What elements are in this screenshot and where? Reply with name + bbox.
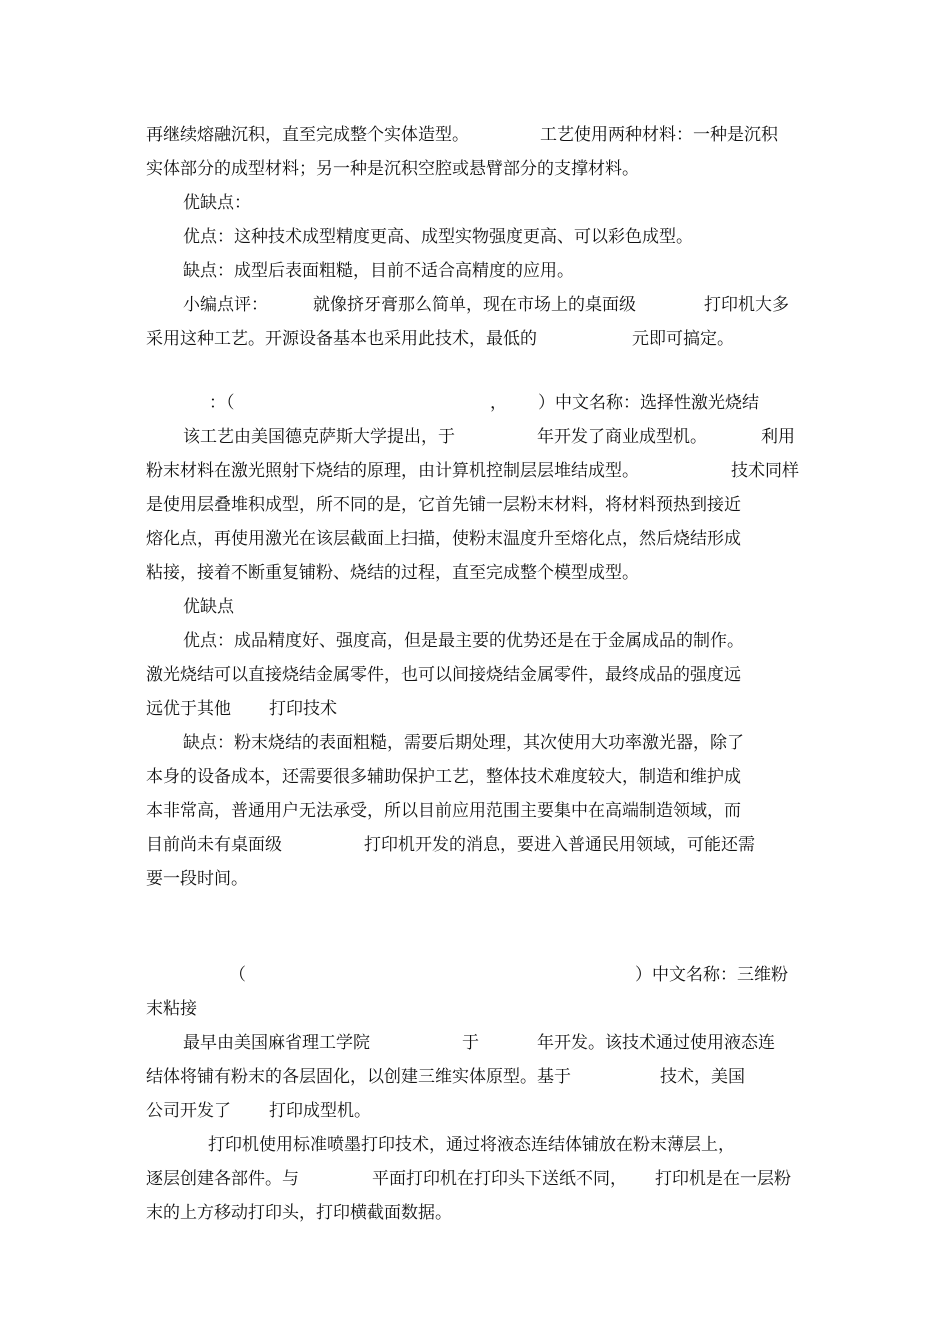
text-segment: 最早由美国麻省理工学院	[183, 1033, 370, 1053]
text-segment: 年开发了商业成型机。	[537, 427, 707, 447]
text-segment: 目前尚未有桌面级	[146, 835, 282, 855]
text-line	[0, 794, 950, 828]
text-line	[0, 152, 950, 186]
text-segment: 打印机使用标准喷墨打印技术，通过将液态连结体铺放在粉末薄层上，	[208, 1135, 735, 1155]
text-line	[0, 1094, 950, 1128]
text-segment: 本身的设备成本，还需要很多辅助保护工艺，整体技术难度较大，制造和维护成	[146, 767, 741, 787]
text-segment: 结体将铺有粉末的各层固化，以创建三维实体原型。基于	[146, 1067, 571, 1087]
text-line	[0, 118, 950, 152]
text-segment: 激光烧结可以直接烧结金属零件，也可以间接烧结金属零件，最终成品的强度远	[146, 665, 741, 685]
text-segment: 打印机是在一层粉	[655, 1169, 791, 1189]
text-line	[0, 1196, 950, 1230]
text-line	[0, 1162, 950, 1196]
text-segment: 小编点评：	[183, 295, 268, 315]
text-segment: 末粘接	[146, 999, 197, 1019]
text-segment: 粘接，接着不断重复铺粉、烧结的过程，直至完成整个模型成型。	[146, 563, 639, 583]
text-segment: 工艺使用两种材料：一种是沉积	[540, 125, 778, 145]
text-segment: 缺点：粉末烧结的表面粗糙，需要后期处理，其次使用大功率激光器，除了	[183, 733, 744, 753]
text-line	[0, 658, 950, 692]
text-segment: ）中文名称：三维粉	[635, 965, 788, 985]
text-segment: 优点：成品精度好、强度高，但是最主要的优势还是在于金属成品的制作。	[183, 631, 744, 651]
text-segment: 优点：这种技术成型精度更高、成型实物强度更高、可以彩色成型。	[183, 227, 693, 247]
text-line	[0, 1128, 950, 1162]
text-line	[0, 556, 950, 590]
text-segment: 于	[462, 1033, 479, 1053]
text-line	[0, 760, 950, 794]
text-segment: 远优于其他	[146, 699, 231, 719]
text-segment: 是使用层叠堆积成型，所不同的是，它首先铺一层粉末材料，将材料预热到接近	[146, 495, 741, 515]
text-line	[0, 322, 950, 356]
text-line	[0, 220, 950, 254]
text-line	[0, 186, 950, 220]
text-line	[0, 522, 950, 556]
text-segment: 公司开发了	[146, 1101, 231, 1121]
text-segment: 粉末材料在激光照射下烧结的原理，由计算机控制层层堆结成型。	[146, 461, 639, 481]
text-segment: 元即可搞定。	[632, 329, 734, 349]
text-line	[0, 862, 950, 896]
text-segment: 实体部分的成型材料；另一种是沉积空腔或悬臂部分的支撑材料。	[146, 159, 639, 179]
text-segment: 技术同样	[731, 461, 799, 481]
text-line	[0, 454, 950, 488]
text-segment: ：（	[209, 393, 235, 413]
text-segment: 打印机开发的消息，要进入普通民用领域，可能还需	[364, 835, 755, 855]
text-segment: 优缺点	[183, 597, 234, 617]
text-line	[0, 590, 950, 624]
text-segment: 逐层创建各部件。与	[146, 1169, 299, 1189]
text-line	[0, 488, 950, 522]
text-segment: 平面打印机在打印头下送纸不同，	[372, 1169, 627, 1189]
text-line	[0, 254, 950, 288]
text-segment: （	[229, 965, 246, 985]
text-segment: 要一段时间。	[146, 869, 248, 889]
text-segment: 再继续熔融沉积，直至完成整个实体造型。	[146, 125, 469, 145]
text-segment: ）中文名称：选择性激光烧结	[538, 393, 759, 413]
text-line	[0, 958, 950, 992]
text-line	[0, 726, 950, 760]
text-line	[0, 692, 950, 726]
text-line	[0, 288, 950, 322]
text-segment: 打印机大多	[704, 295, 789, 315]
text-segment: 优缺点：	[183, 193, 251, 213]
text-segment: 就像挤牙膏那么简单，现在市场上的桌面级	[313, 295, 636, 315]
text-line	[0, 828, 950, 862]
text-line	[0, 1026, 950, 1060]
text-segment: 采用这种工艺。开源设备基本也采用此技术，最低的	[146, 329, 537, 349]
text-segment: 熔化点，再使用激光在该层截面上扫描，使粉末温度升至熔化点，然后烧结形成	[146, 529, 741, 549]
text-segment: 年开发。该技术通过使用液态连	[537, 1033, 775, 1053]
text-line	[0, 386, 950, 420]
text-segment: 打印技术	[269, 699, 337, 719]
text-segment: 打印成型机。	[269, 1101, 371, 1121]
text-segment: 缺点：成型后表面粗糙，目前不适合高精度的应用。	[183, 261, 574, 281]
text-segment: 本非常高，普通用户无法承受，所以目前应用范围主要集中在高端制造领域，而	[146, 801, 741, 821]
text-segment: 利用	[761, 427, 795, 447]
text-segment: 技术，美国	[660, 1067, 745, 1087]
text-line	[0, 992, 950, 1026]
text-line	[0, 624, 950, 658]
text-line	[0, 420, 950, 454]
text-segment: 该工艺由美国德克萨斯大学提出，于	[183, 427, 455, 447]
text-segment: ，	[490, 393, 507, 413]
text-line	[0, 1060, 950, 1094]
text-segment: 末的上方移动打印头，打印横截面数据。	[146, 1203, 452, 1223]
